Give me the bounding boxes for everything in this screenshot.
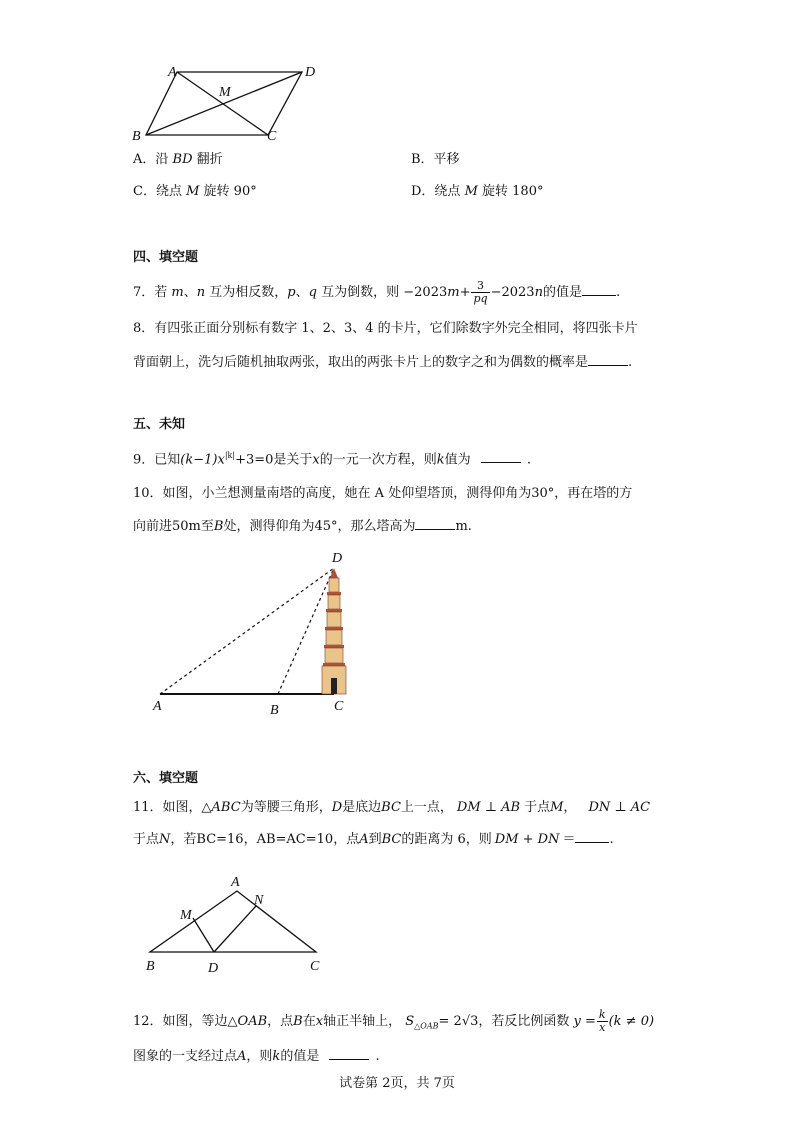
answer-blank-7[interactable] (582, 282, 616, 296)
question-10-line-2: 向前进50m至B处，测得仰角为45°，那么塔高为 m. (133, 516, 472, 536)
question-11-line-2: 于点N，若BC=16，AB=AC=10，点A到BC的距离为 6，则 DM + DN ＝ . (133, 829, 614, 849)
section-heading-5: 五、未知 (133, 417, 186, 432)
fraction-k-over-x: $\frac{k}{x}$ (598, 1008, 606, 1034)
triangle-figure (142, 872, 332, 976)
question-7: 7．若 m、n 互为相反数，p、q 互为倒数，则 −2023m+ $\frac{3}{pq}$ −2023n的值是 . (133, 279, 621, 305)
question-8-line-1: 8．有四张正面分别标有数字 1、2、3、4 的卡片，它们除数字外完全相同，将四张卡片 (133, 321, 638, 336)
question-10-line-1: 10．如图，小兰想测量南塔的高度，她在 A 处仰望塔顶，测得仰角为30°，再在塔的方 (133, 486, 633, 501)
section-heading-4: 四、填空题 (133, 250, 199, 265)
question-8-line-2: 背面朝上，洗匀后随机抽取两张，取出的两张卡片上的数字之和为偶数的概率是 . (133, 352, 632, 372)
question-9: 9．已知$(k-1)x^{|k|}+3=0$是关于x的一元一次方程，则k值为 . (133, 451, 531, 468)
label-D: D (332, 551, 343, 566)
answer-blank-8[interactable] (588, 352, 628, 366)
section-heading-6: 六、填空题 (133, 771, 199, 786)
option-d: D．绕点 M 旋转 180° (411, 184, 544, 199)
option-b: B．平移 (411, 152, 460, 167)
label-C: C (267, 129, 277, 144)
label-M: M (180, 908, 192, 923)
question-11-line-1: 11．如图，△ABC为等腰三角形，D是底边BC上一点， DM ⊥ AB 于点M， DN ⊥ AC (133, 800, 651, 815)
answer-blank-11[interactable] (575, 829, 609, 843)
label-D: D (208, 961, 219, 976)
fraction-3-over-pq: $\frac{3}{pq}$ (473, 279, 488, 305)
label-A: A (168, 65, 177, 80)
label-B: B (132, 129, 141, 144)
label-C: C (310, 959, 320, 974)
answer-blank-12[interactable] (329, 1046, 369, 1060)
label-D: D (305, 65, 316, 80)
label-B: B (270, 703, 279, 718)
label-M: M (219, 85, 231, 100)
answer-blank-9[interactable] (481, 449, 521, 463)
tower-icon (322, 568, 346, 694)
question-12-line-1: 12．如图，等边△OAB，点B在x轴正半轴上， $S_{\triangle OAB}= 2√3$，若反比例函数 y = $\frac{k}{x}$ (k ≠ 0) (133, 1008, 655, 1034)
question-12-line-2: 图象的一支经过点A，则k的值是 . (133, 1046, 380, 1066)
option-a: A．沿 BD 翻折 (133, 152, 223, 167)
answer-blank-10[interactable] (415, 516, 455, 530)
page-footer: 试卷第 2页，共 7页 (339, 1076, 455, 1091)
label-C: C (334, 699, 344, 714)
tower-figure (148, 546, 378, 718)
label-A: A (153, 699, 162, 714)
label-N: N (254, 893, 264, 908)
label-A: A (231, 875, 240, 890)
label-B: B (146, 959, 155, 974)
option-c: C．绕点 M 旋转 90° (133, 184, 257, 199)
parallelogram-figure (128, 60, 328, 146)
